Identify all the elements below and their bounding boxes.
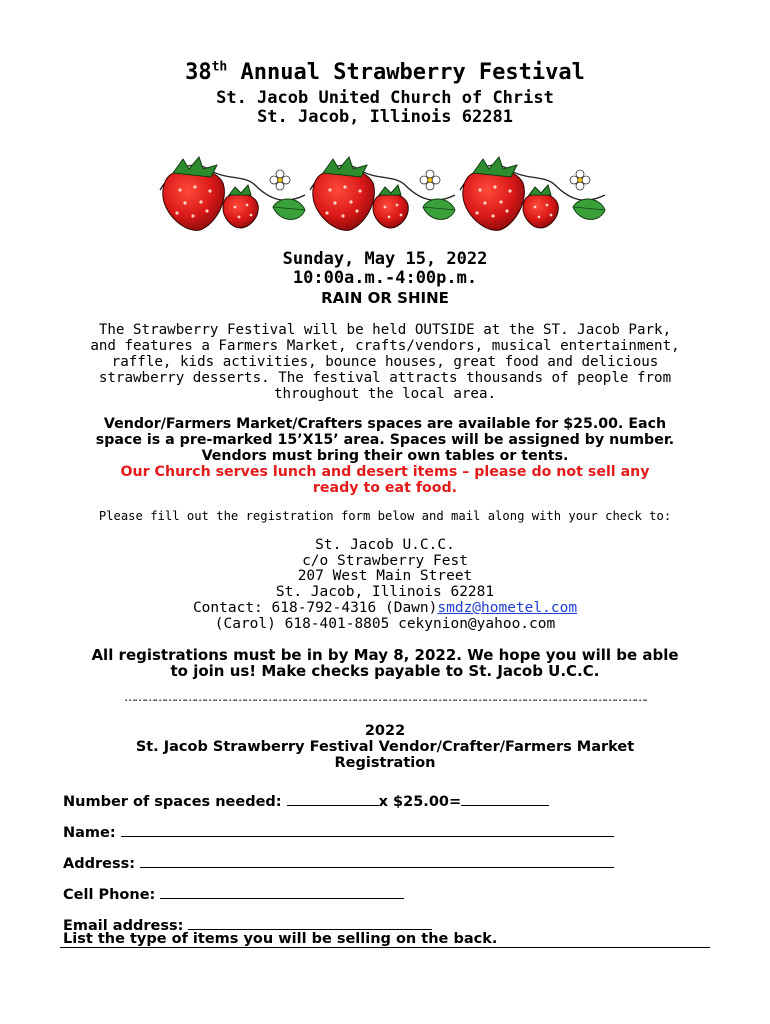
rain-or-shine: RAIN OR SHINE [321, 289, 449, 307]
strawberry-cluster-3 [460, 157, 605, 230]
name-field [63, 822, 614, 841]
address-line: St. Jacob U.C.C. [315, 537, 455, 553]
cut-line-separator: …………………………………………………………………………………………………………………………………………. [124, 690, 646, 704]
registration-deadline [40, 647, 730, 679]
total-input[interactable] [461, 791, 549, 806]
form-heading [0, 723, 770, 771]
description-line: The Strawberry Festival will be held OUTSIDE at the ST. Jacob Park, [98, 322, 672, 338]
name-label: Name: [63, 825, 121, 841]
event-datetime [0, 250, 770, 288]
contact-carol: (Carol) 618-401-8805 cekynion@yahoo.com [214, 615, 556, 632]
title-text: Annual Strawberry Festival [240, 60, 585, 85]
address-line: 207 West Main Street [297, 568, 473, 585]
cell-phone-label: Cell Phone: [63, 887, 161, 903]
mail-instruction: Please fill out the registration form below and mail along with your check to: [98, 509, 672, 523]
description-line: raffle, kids activities, bounce houses, great food and delicious [111, 354, 659, 370]
email-input[interactable] [188, 915, 432, 930]
vendor-line: space is a pre-marked 15’X15’ area. Spaces will be assigned by number. [95, 432, 675, 448]
vendor-info [40, 416, 730, 496]
deadline-line: to join us! Make checks payable to St. Jacob U.C.C. [170, 662, 600, 680]
spaces-field [63, 791, 549, 810]
description-line: throughout the local area. [273, 386, 497, 402]
strawberry-banner-illustration [150, 140, 620, 240]
spaces-label: Number of spaces needed: [63, 794, 287, 810]
address-line: c/o Strawberry Fest [302, 552, 468, 569]
mailing-address [0, 538, 770, 632]
event-time: 10:00a.m.-4:00p.m. [292, 268, 478, 288]
form-title: St. Jacob Strawberry Festival Vendor/Crafter/Farmers Market [135, 739, 635, 755]
vendor-line: Vendor/Farmers Market/Crafters spaces are available for $25.00. Each [103, 416, 667, 432]
strawberry-cluster-1 [160, 157, 305, 230]
title-suffix: th [211, 59, 228, 75]
food-warning-line: Our Church serves lunch and desert items – please do not sell any [120, 464, 650, 480]
event-date: Sunday, May 15, 2022 [282, 249, 488, 269]
address-label: Address: [63, 856, 141, 872]
address-field [63, 853, 614, 872]
contact-dawn: Contact: 618-792-4316 (Dawn) [192, 599, 438, 616]
email-link[interactable]: smdz@hometel.com [437, 599, 578, 616]
price-label: x $25.00= [378, 794, 462, 810]
festival-description [55, 322, 715, 402]
email-label: Email address: [63, 918, 189, 934]
form-title-2: Registration [334, 755, 436, 771]
deadline-line: All registrations must be in by May 8, 2022. We hope you will be able [91, 646, 679, 664]
name-input[interactable] [121, 822, 614, 837]
bottom-rule [60, 947, 710, 948]
contact-line [0, 601, 770, 617]
address-line: St. Jacob, Illinois 62281 [275, 584, 495, 601]
form-year: 2022 [364, 723, 406, 739]
food-warning-line: ready to eat food. [312, 480, 458, 496]
spaces-input[interactable] [287, 791, 379, 806]
church-location: St. Jacob, Illinois 62281 [257, 107, 513, 127]
cell-phone-field [63, 884, 404, 903]
church-name: St. Jacob United Church of Christ [216, 88, 554, 108]
description-line: and features a Farmers Market, crafts/vendors, musical entertainment, [90, 338, 680, 354]
title-number: 38 [185, 60, 212, 85]
page-title [0, 60, 770, 85]
address-input[interactable] [140, 853, 614, 868]
vendor-line: Vendors must bring their own tables or tents. [201, 448, 569, 464]
description-line: strawberry desserts. The festival attracts thousands of people from [98, 370, 672, 386]
strawberry-cluster-2 [310, 157, 455, 230]
items-note: List the type of items you will be selling on the back. [63, 931, 498, 947]
cell-phone-input[interactable] [160, 884, 404, 899]
